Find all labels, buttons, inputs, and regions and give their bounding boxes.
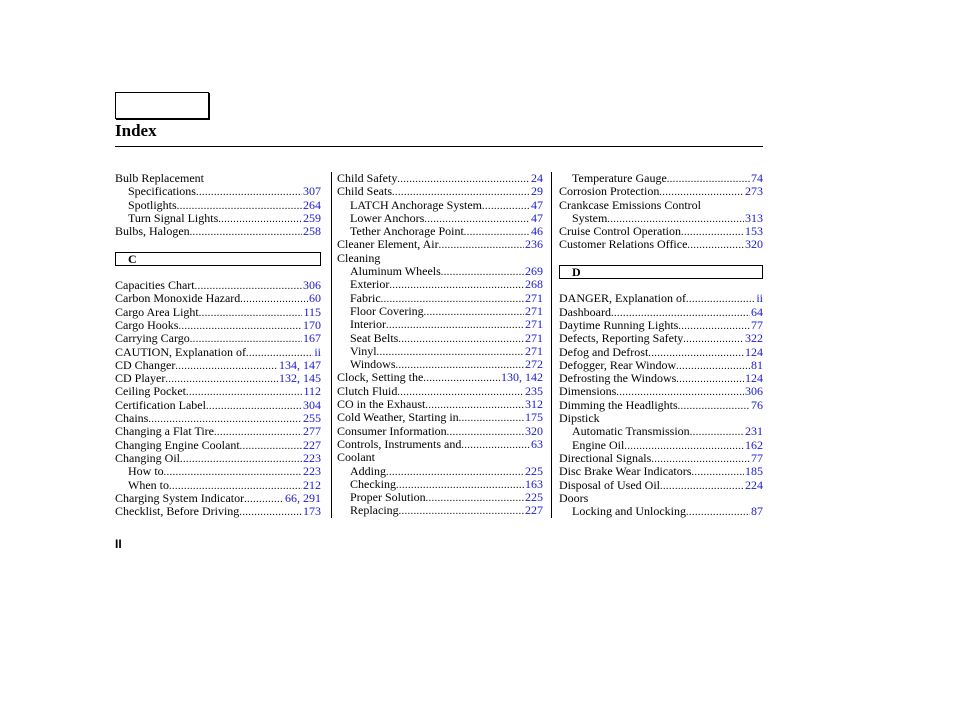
page-reference-link[interactable]: 64 [751, 304, 763, 319]
dot-leader [386, 319, 524, 332]
index-entry [559, 359, 763, 372]
page-reference-link[interactable]: 124 [745, 344, 763, 359]
dot-leader [676, 373, 744, 386]
entry-label: System [572, 210, 608, 225]
index-subentry [337, 465, 543, 478]
dot-leader [377, 346, 524, 359]
index-subentry [337, 265, 543, 278]
index-entry [337, 172, 543, 185]
index-subentry [115, 199, 321, 212]
entry-label: Changing a Flat Tire [115, 424, 215, 439]
dot-leader [461, 439, 530, 452]
page-reference-link[interactable]: 112 [303, 384, 321, 399]
index-entry [559, 185, 763, 198]
page-reference-link[interactable]: 163 [525, 476, 543, 491]
page-reference-link[interactable]: 29 [531, 184, 543, 199]
dot-leader [178, 320, 302, 333]
page-reference-link[interactable]: 255 [303, 411, 321, 426]
index-entry [115, 452, 321, 465]
page-reference-link[interactable]: 259 [303, 210, 321, 225]
entry-label: Cruise Control Operation [559, 224, 681, 239]
entry-label: DANGER, Explanation of [559, 291, 686, 306]
entry-label: Fabric [350, 290, 381, 305]
index-subentry [337, 478, 543, 491]
dot-leader [240, 293, 308, 306]
index-subentry [115, 465, 321, 478]
dot-leader [667, 173, 750, 186]
entry-label: Certification Label [115, 397, 206, 412]
index-entry [115, 439, 321, 452]
entry-label: Clutch Fluid [337, 383, 398, 398]
dot-leader [464, 226, 530, 239]
dot-leader [175, 360, 278, 373]
spacer [115, 266, 321, 279]
index-entry [115, 385, 321, 398]
entry-label: Spotlights [128, 197, 177, 212]
entry-label: Engine Oil [572, 437, 625, 452]
dot-leader [691, 466, 744, 479]
index-subentry [337, 278, 543, 291]
page-reference-link[interactable]: 271 [525, 330, 543, 345]
entry-label: Bulb Replacement [115, 171, 204, 185]
dot-leader [386, 466, 524, 479]
page-reference-link[interactable]: 271 [525, 317, 543, 332]
dot-leader [683, 333, 744, 346]
entry-label: Disc Brake Wear Indicators [559, 464, 692, 479]
entry-label: Dimensions [559, 384, 617, 399]
index-entry [337, 371, 543, 384]
page-reference-link[interactable]: 272 [525, 357, 543, 372]
entry-label: Consumer Information [337, 423, 447, 438]
index-entry [115, 279, 321, 292]
entry-label: Carrying Cargo [115, 331, 190, 346]
entry-label: Adding [350, 463, 386, 478]
index-entry [115, 505, 321, 518]
entry-label: Defogger, Rear Window [559, 357, 677, 372]
entry-label: Capacities Chart [115, 278, 195, 293]
entry-label: Carbon Monoxide Hazard [115, 291, 241, 306]
page-reference-link[interactable]: 225 [525, 463, 543, 478]
index-entry [337, 252, 543, 265]
entry-label: Vinyl [350, 343, 377, 358]
index-entry [115, 306, 321, 319]
page-reference-link[interactable]: 63 [531, 436, 543, 451]
dot-leader [681, 226, 744, 239]
index-column-2 [337, 172, 543, 518]
index-entry [559, 399, 763, 412]
page-title: Index [115, 121, 157, 140]
page-reference-link[interactable]: 66, 291 [285, 490, 321, 505]
entry-label: CO in the Exhaust [337, 397, 426, 412]
index-subentry [337, 225, 543, 238]
page-reference-link[interactable]: 130, 142 [501, 370, 543, 385]
index-subentry [337, 212, 543, 225]
header-tab-box [115, 92, 209, 119]
index-entry [559, 199, 763, 212]
page-reference-link[interactable]: 306 [303, 278, 321, 293]
dot-leader [423, 372, 500, 385]
page-reference-link[interactable]: 212 [303, 477, 321, 492]
index-entry [559, 479, 763, 492]
entry-label: Cargo Area Light [115, 304, 199, 319]
index-entry [337, 451, 543, 464]
dot-leader [244, 493, 284, 506]
page-reference-link[interactable]: 273 [745, 184, 763, 199]
index-entry [337, 398, 543, 411]
index-subentry [559, 425, 763, 438]
index-entry [115, 319, 321, 332]
dot-leader [399, 505, 524, 518]
page-reference-link[interactable]: 277 [303, 424, 321, 439]
page-reference-link[interactable]: ii [756, 291, 763, 306]
index-entry [559, 292, 763, 305]
index-column-1 [115, 172, 321, 518]
entry-label: Checking [350, 476, 396, 491]
entry-label: CD Player [115, 371, 166, 386]
entry-label: Exterior [350, 277, 390, 292]
index-entry [115, 225, 321, 238]
dot-leader [678, 320, 750, 333]
entry-label: Coolant [337, 450, 375, 465]
column-divider [331, 172, 332, 518]
entry-label: Interior [350, 317, 386, 332]
page-reference-link[interactable]: 227 [525, 503, 543, 518]
index-subentry [559, 212, 763, 225]
title-divider [115, 146, 763, 147]
page-reference-link[interactable]: 81 [751, 357, 763, 372]
entry-label: Ceiling Pocket [115, 384, 186, 399]
entry-label: Crankcase Emissions Control [559, 197, 701, 212]
index-subentry [337, 318, 543, 331]
spacer [115, 238, 321, 251]
entry-label: How to [128, 464, 164, 479]
page-reference-link[interactable]: 185 [745, 464, 763, 479]
entry-label: Replacing [350, 503, 399, 518]
index-subentry [337, 332, 543, 345]
entry-label: Defog and Defrost [559, 344, 649, 359]
entry-label: Temperature Gauge [572, 171, 667, 185]
index-entry [337, 185, 543, 198]
column-divider [551, 172, 552, 518]
page-reference-link[interactable]: 258 [303, 224, 321, 239]
page-reference-link[interactable]: 134, 147 [279, 357, 321, 372]
entry-label: Checklist, Before Driving [115, 504, 240, 519]
entry-label: Doors [559, 490, 589, 505]
entry-label: Defects, Reporting Safety [559, 331, 684, 346]
index-entry [115, 359, 321, 372]
entry-label: LATCH Anchorage System [350, 197, 482, 212]
page-number: II [115, 537, 122, 551]
spacer [559, 279, 763, 292]
dot-leader [196, 186, 302, 199]
entry-label: Defrosting the Windows [559, 371, 677, 386]
page-reference-link[interactable]: 223 [303, 464, 321, 479]
page-reference-link[interactable]: 271 [525, 290, 543, 305]
entry-label: Daytime Running Lights [559, 317, 679, 332]
page-reference-link[interactable]: 304 [303, 397, 321, 412]
index-subentry [115, 212, 321, 225]
entry-label: Tether Anchorage Point [350, 224, 464, 239]
page-reference-link[interactable]: 236 [525, 237, 543, 252]
entry-label: Directional Signals [559, 450, 652, 465]
index-entry [337, 425, 543, 438]
index-entry [115, 492, 321, 505]
index-subentry [337, 345, 543, 358]
dot-leader [686, 293, 755, 306]
entry-label: Clock, Setting the [337, 370, 424, 385]
entry-label: Cleaner Element, Air [337, 237, 439, 252]
index-entry [559, 306, 763, 319]
dot-leader [389, 279, 524, 292]
page-reference-link[interactable]: 60 [309, 291, 321, 306]
page-reference-link[interactable]: 87 [751, 504, 763, 519]
entry-label: Seat Belts [350, 330, 399, 345]
entry-label: When to [128, 477, 169, 492]
dot-leader [239, 506, 302, 519]
entry-label: Corrosion Protection [559, 184, 660, 199]
page-reference-link[interactable]: 269 [525, 264, 543, 279]
entry-label: Child Safety [337, 171, 398, 185]
dot-leader [678, 400, 750, 413]
section-letter-header: D [559, 265, 763, 279]
entry-label: Child Seats [337, 184, 393, 199]
index-entry [337, 238, 543, 251]
index-subentry [559, 505, 763, 518]
index-entry [559, 385, 763, 398]
dot-leader [459, 412, 524, 425]
dot-leader [190, 226, 302, 239]
page-reference-link[interactable]: 320 [525, 423, 543, 438]
spacer [559, 252, 763, 265]
index-entry [559, 492, 763, 505]
page-reference-link[interactable]: 235 [525, 383, 543, 398]
index-subentry [337, 199, 543, 212]
entry-label: Controls, Instruments and [337, 436, 462, 451]
page-reference-link[interactable]: 306 [745, 384, 763, 399]
index-subentry [337, 292, 543, 305]
page-reference-link[interactable]: 227 [303, 437, 321, 452]
page-reference-link[interactable]: 170 [303, 317, 321, 332]
dot-leader [441, 266, 524, 279]
page-reference-link[interactable]: 46 [531, 224, 543, 239]
entry-label: Dimming the Headlights [559, 397, 678, 412]
index-entry [559, 465, 763, 478]
entry-label: Dashboard [559, 304, 611, 319]
index-subentry [115, 479, 321, 492]
index-entry [115, 399, 321, 412]
dot-leader [397, 173, 530, 186]
index-subentry [337, 504, 543, 517]
index-entry [115, 292, 321, 305]
page-reference-link[interactable]: 47 [531, 210, 543, 225]
index-entry [115, 332, 321, 345]
page-reference-link[interactable]: 167 [303, 331, 321, 346]
dot-leader [686, 506, 750, 519]
entry-label: Aluminum Wheels [350, 264, 441, 279]
dot-leader [676, 360, 750, 373]
index-entry [559, 225, 763, 238]
page-reference-link[interactable]: 115 [303, 304, 321, 319]
dot-leader [424, 306, 524, 319]
page-reference-link[interactable]: 153 [745, 224, 763, 239]
index-column-3 [559, 172, 763, 518]
index-entry [337, 411, 543, 424]
dot-leader [660, 480, 744, 493]
index-entry [115, 372, 321, 385]
dot-leader [398, 333, 524, 346]
entry-label: Windows [350, 357, 396, 372]
page-reference-link[interactable]: 47 [531, 197, 543, 212]
index-entry [559, 319, 763, 332]
entry-label: Cleaning [337, 250, 381, 265]
page-reference-link[interactable]: 223 [303, 450, 321, 465]
dot-leader [206, 400, 302, 413]
index-entry [115, 425, 321, 438]
index-entry [115, 412, 321, 425]
page-reference-link[interactable]: 225 [525, 490, 543, 505]
page-reference-link[interactable]: 312 [525, 397, 543, 412]
entry-label: Changing Oil [115, 450, 180, 465]
page-reference-link[interactable]: 320 [745, 237, 763, 252]
page-reference-link[interactable]: 162 [745, 437, 763, 452]
entry-label: CD Changer [115, 357, 176, 372]
dot-leader [426, 492, 524, 505]
page-reference-link[interactable]: 74 [751, 171, 763, 185]
index-subentry [559, 439, 763, 452]
page-reference-link[interactable]: 224 [745, 477, 763, 492]
index-subentry [337, 491, 543, 504]
page-reference-link[interactable]: 77 [751, 317, 763, 332]
index-entry [115, 172, 321, 185]
index-entry [559, 372, 763, 385]
entry-label: Chains [115, 411, 149, 426]
page-reference-link[interactable]: 173 [303, 504, 321, 519]
index-entry [559, 238, 763, 251]
dot-leader [199, 307, 303, 320]
entry-label: Charging System Indicator [115, 490, 245, 505]
entry-label: CAUTION, Explanation of [115, 344, 246, 359]
dot-leader [180, 453, 302, 466]
entry-label: Cold Weather, Starting in [337, 410, 459, 425]
index-subentry [337, 358, 543, 371]
dot-leader [690, 426, 744, 439]
dot-leader [687, 239, 744, 252]
index-entry [337, 438, 543, 451]
page-reference-link[interactable]: 124 [745, 371, 763, 386]
entry-label: Turn Signal Lights [128, 210, 219, 225]
page-reference-link[interactable]: 322 [745, 331, 763, 346]
page-reference-link[interactable]: 264 [303, 197, 321, 212]
dot-leader [439, 239, 524, 252]
page-reference-link[interactable]: 132, 145 [279, 371, 321, 386]
entry-label: Disposal of Used Oil [559, 477, 660, 492]
page-reference-link[interactable]: 268 [525, 277, 543, 292]
dot-leader [240, 440, 302, 453]
page-reference-link[interactable]: 175 [525, 410, 543, 425]
index-entry [337, 385, 543, 398]
entry-label: Automatic Transmission [572, 424, 690, 439]
entry-label: Proper Solution [350, 490, 426, 505]
index-entry [559, 332, 763, 345]
page-reference-link[interactable]: 271 [525, 343, 543, 358]
page-reference-link[interactable]: 307 [303, 184, 321, 199]
entry-label: Customer Relations Office [559, 237, 688, 252]
index-entry [115, 346, 321, 359]
page-reference-link[interactable]: 231 [745, 424, 763, 439]
index-subentry [115, 185, 321, 198]
entry-label: Lower Anchors [350, 210, 425, 225]
entry-label: Bulbs, Halogen [115, 224, 190, 239]
section-letter-header: C [115, 252, 321, 266]
page-reference-link[interactable]: 76 [751, 397, 763, 412]
entry-label: Dipstick [559, 411, 600, 426]
index-entry [559, 346, 763, 359]
dot-leader [482, 200, 530, 213]
index-subentry [337, 305, 543, 318]
entry-label: Specifications [128, 184, 196, 199]
entry-label: Locking and Unlocking [572, 504, 686, 519]
index-entry [559, 412, 763, 425]
page-reference-link[interactable]: 77 [751, 450, 763, 465]
page-reference-link[interactable]: 313 [745, 210, 763, 225]
entry-label: Floor Covering [350, 303, 424, 318]
entry-label: Cargo Hooks [115, 317, 179, 332]
page-reference-link[interactable]: 24 [531, 171, 543, 185]
dot-leader [164, 466, 302, 479]
page-reference-link[interactable]: ii [314, 344, 321, 359]
index-subentry [559, 172, 763, 185]
entry-label: Changing Engine Coolant [115, 437, 240, 452]
index-entry [559, 452, 763, 465]
dot-leader [218, 213, 302, 226]
page-reference-link[interactable]: 271 [525, 303, 543, 318]
